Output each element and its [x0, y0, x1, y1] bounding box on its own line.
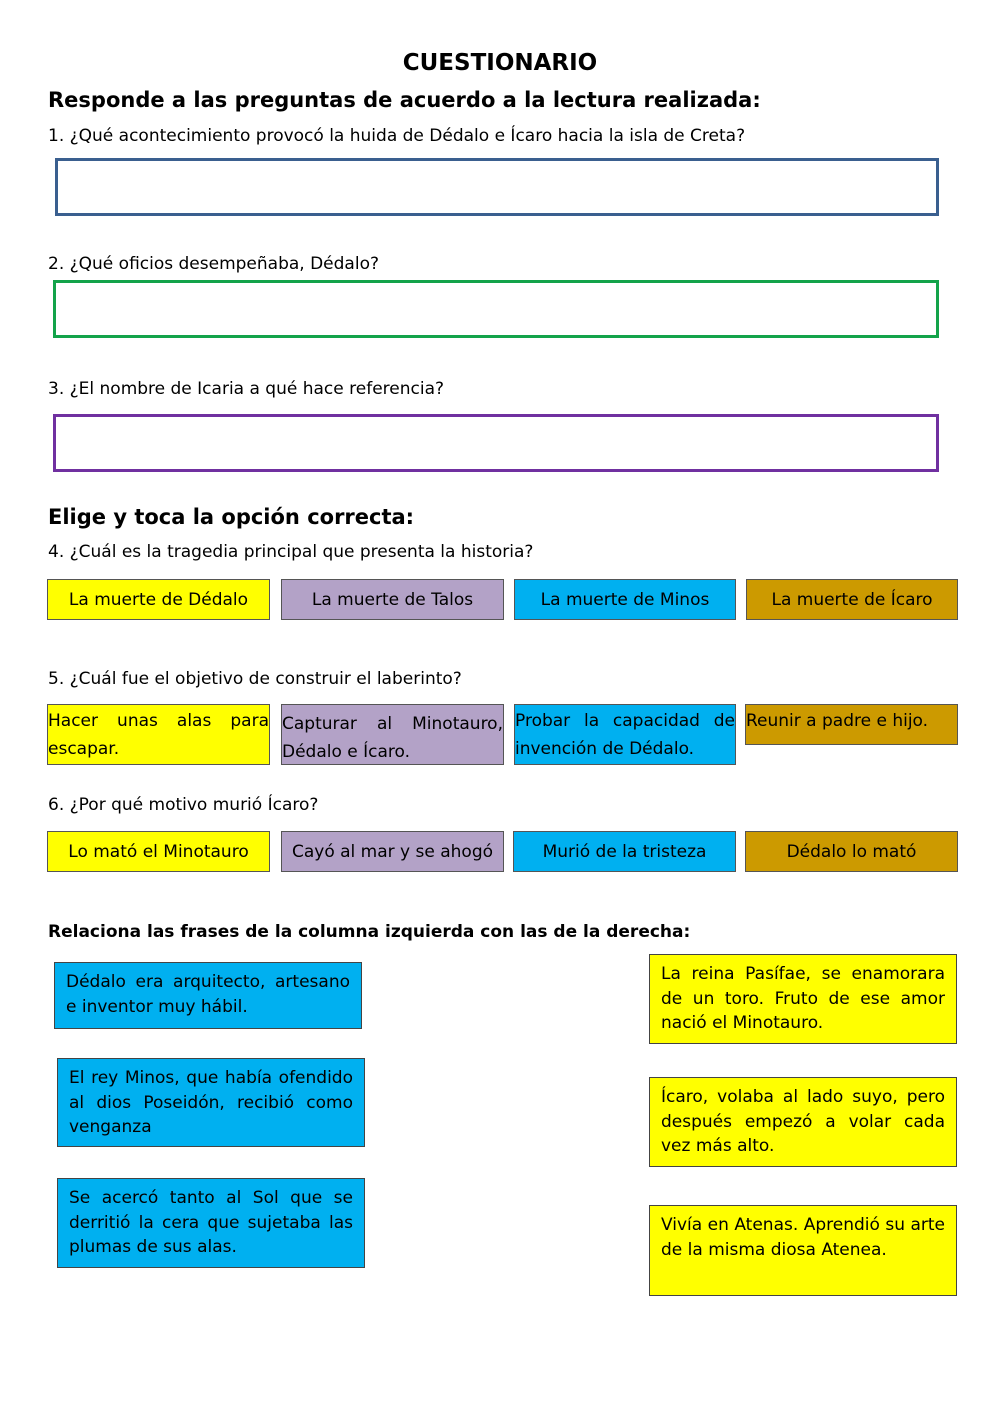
question-4: 4. ¿Cuál es la tragedia principal que presenta la historia?	[48, 542, 534, 562]
q4-option-4[interactable]: La muerte de Ícaro	[746, 579, 958, 620]
q4-option-1[interactable]: La muerte de Dédalo	[47, 579, 270, 620]
answer-field-1[interactable]	[55, 158, 939, 216]
match-left-2[interactable]: El rey Minos, que había ofendido al dios Poseidón, recibió como venganza	[57, 1058, 365, 1147]
section-heading-multiple-choice: Elige y toca la opción correcta:	[48, 505, 415, 529]
match-right-1[interactable]: La reina Pasífae, se enamorara de un toro. Fruto de ese amor nació el Minotauro.	[649, 954, 957, 1044]
answer-field-2[interactable]	[53, 280, 939, 338]
q5-option-4[interactable]: Reunir a padre e hijo.	[745, 704, 958, 745]
question-1: 1. ¿Qué acontecimiento provocó la huida de Dédalo e Ícaro hacia la isla de Creta?	[48, 126, 746, 146]
q4-option-3[interactable]: La muerte de Minos	[514, 579, 736, 620]
q6-option-4[interactable]: Dédalo lo mató	[745, 831, 958, 872]
match-right-3[interactable]: Vivía en Atenas. Aprendió su arte de la misma diosa Atenea.	[649, 1205, 957, 1296]
question-5: 5. ¿Cuál fue el objetivo de construir el laberinto?	[48, 669, 462, 689]
answer-field-3[interactable]	[53, 414, 939, 472]
q6-option-1[interactable]: Lo mató el Minotauro	[47, 831, 270, 872]
question-6: 6. ¿Por qué motivo murió Ícaro?	[48, 795, 319, 815]
page-title: CUESTIONARIO	[402, 50, 598, 76]
match-left-1[interactable]: Dédalo era arquitecto, artesano e inventor muy hábil.	[54, 962, 362, 1029]
section-heading-matching: Relaciona las frases de la columna izquierda con las de la derecha:	[48, 922, 691, 942]
q5-option-1[interactable]: Hacer unas alas para escapar.	[47, 704, 270, 765]
question-3: 3. ¿El nombre de Icaria a qué hace referencia?	[48, 379, 445, 399]
question-2: 2. ¿Qué oficios desempeñaba, Dédalo?	[48, 254, 379, 274]
match-left-3[interactable]: Se acercó tanto al Sol que se derritió la cera que sujetaba las plumas de sus alas.	[57, 1178, 365, 1268]
q5-option-3[interactable]: Probar la capacidad de invención de Dédalo.	[514, 704, 736, 765]
q6-option-2[interactable]: Cayó al mar y se ahogó	[281, 831, 504, 872]
q5-option-2[interactable]: Capturar al Minotauro, Dédalo e Ícaro.	[281, 704, 504, 765]
match-right-2[interactable]: Ícaro, volaba al lado suyo, pero después empezó a volar cada vez más alto.	[649, 1077, 957, 1167]
q6-option-3[interactable]: Murió de la tristeza	[513, 831, 736, 872]
q4-option-2[interactable]: La muerte de Talos	[281, 579, 504, 620]
section-heading-open-questions: Responde a las preguntas de acuerdo a la lectura realizada:	[48, 88, 761, 112]
